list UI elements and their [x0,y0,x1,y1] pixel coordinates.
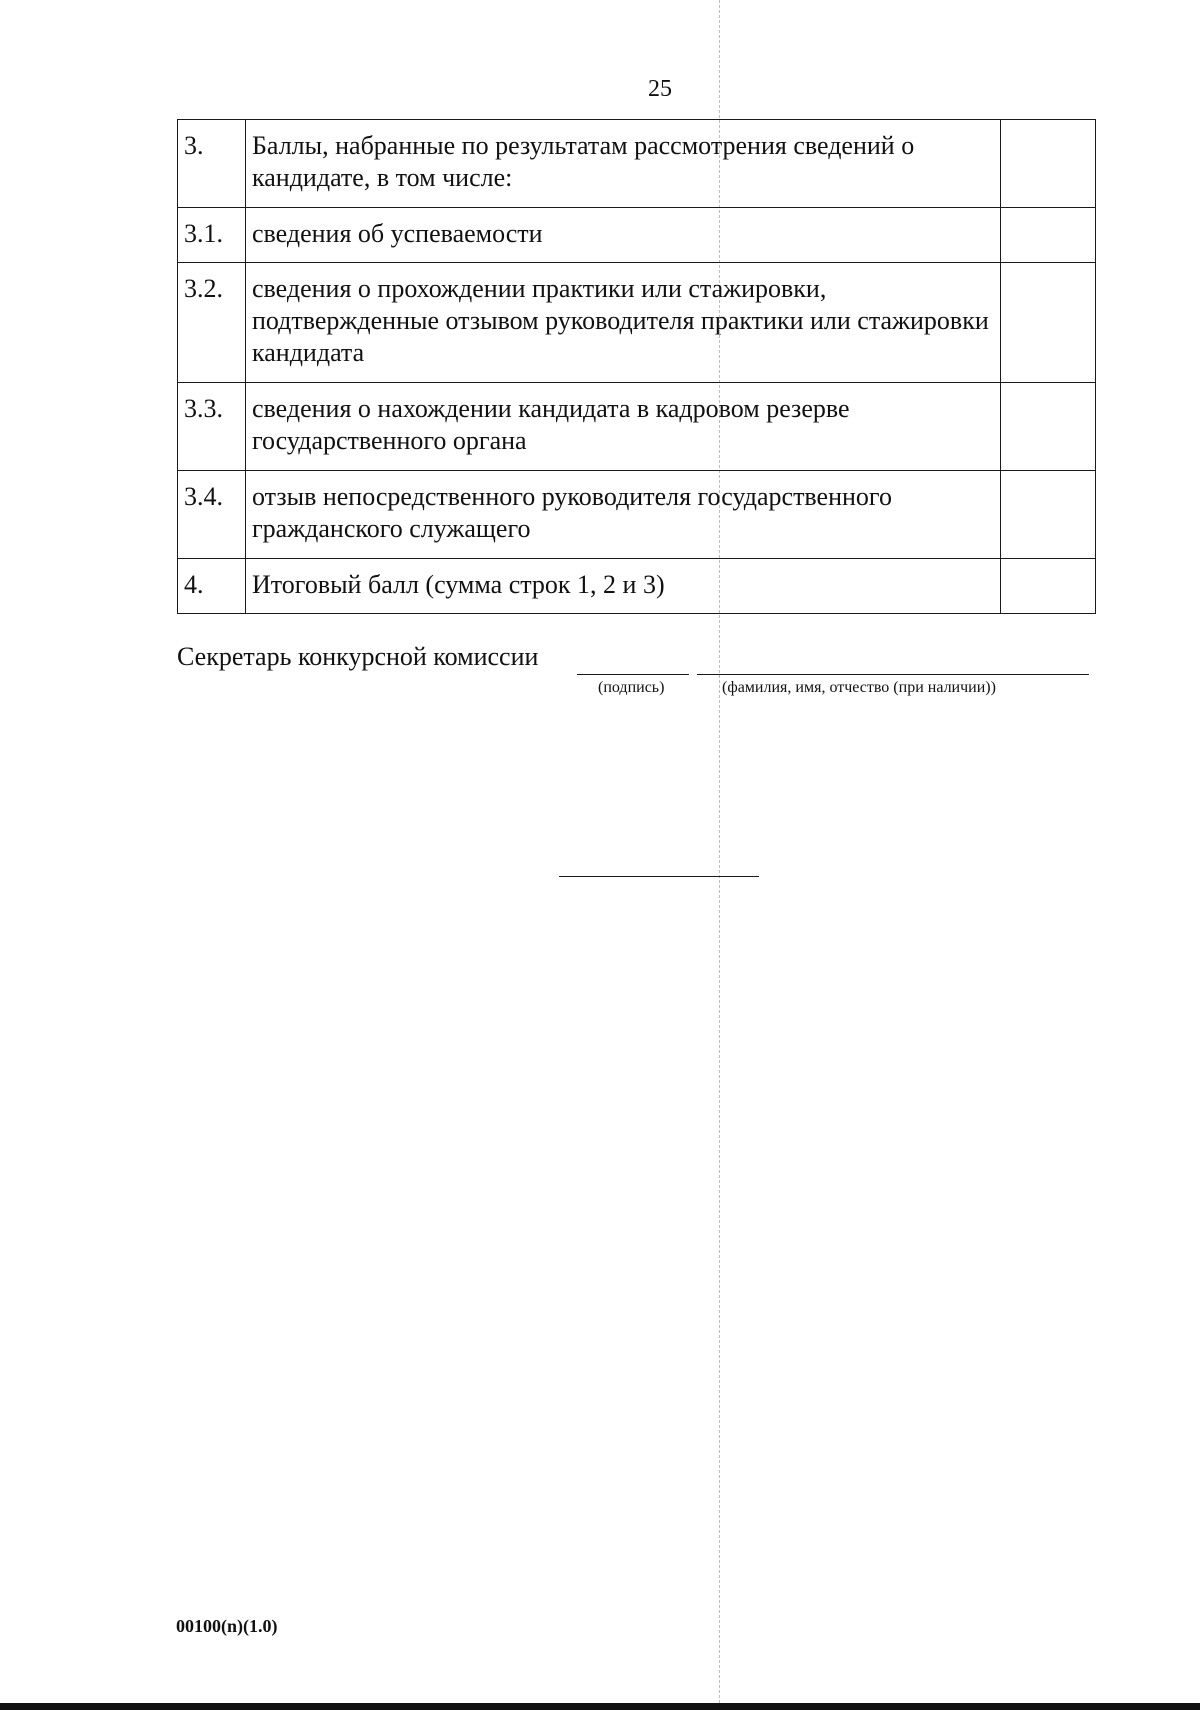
table-row [178,383,1096,471]
score-table [177,119,1096,614]
row-score-cell [1001,208,1096,263]
signature-line [577,674,689,675]
table-row [178,208,1096,263]
row-description: отзыв непосредственного руководителя государственного гражданского служащего [246,471,1001,559]
page-number: 25 [648,76,672,102]
signature-caption: (подпись) [598,679,665,696]
table-row [178,263,1096,383]
row-number: 3.1. [178,208,246,263]
row-number: 3. [178,120,246,208]
row-score-cell [1001,471,1096,559]
full-name-caption: (фамилия, имя, отчество (при наличии)) [722,679,996,696]
row-number: 3.4. [178,471,246,559]
row-description: Баллы, набранные по результатам рассмотрения сведений о кандидате, в том числе: [246,120,1001,208]
row-score-cell [1001,263,1096,383]
row-score-cell [1001,559,1096,614]
row-description: сведения о нахождении кандидата в кадровом резерве государственного органа [246,383,1001,471]
form-code: 00100(n)(1.0) [176,1616,278,1636]
row-description: сведения о прохождении практики или стажировки, подтвержденные отзывом руководителя практики или стажировки кандидата [246,263,1001,383]
table-row [178,120,1096,208]
row-number: 3.2. [178,263,246,383]
row-description: сведения об успеваемости [246,208,1001,263]
row-number: 3.3. [178,383,246,471]
end-of-document-line [559,876,759,877]
row-score-cell [1001,383,1096,471]
scan-bottom-edge [0,1703,1200,1710]
row-score-cell [1001,120,1096,208]
row-number: 4. [178,559,246,614]
row-description: Итоговый балл (сумма строк 1, 2 и 3) [246,559,1001,614]
secretary-label: Секретарь конкурсной комиссии [177,642,539,671]
table-row [178,559,1096,614]
full-name-line [697,674,1089,675]
table-row [178,471,1096,559]
